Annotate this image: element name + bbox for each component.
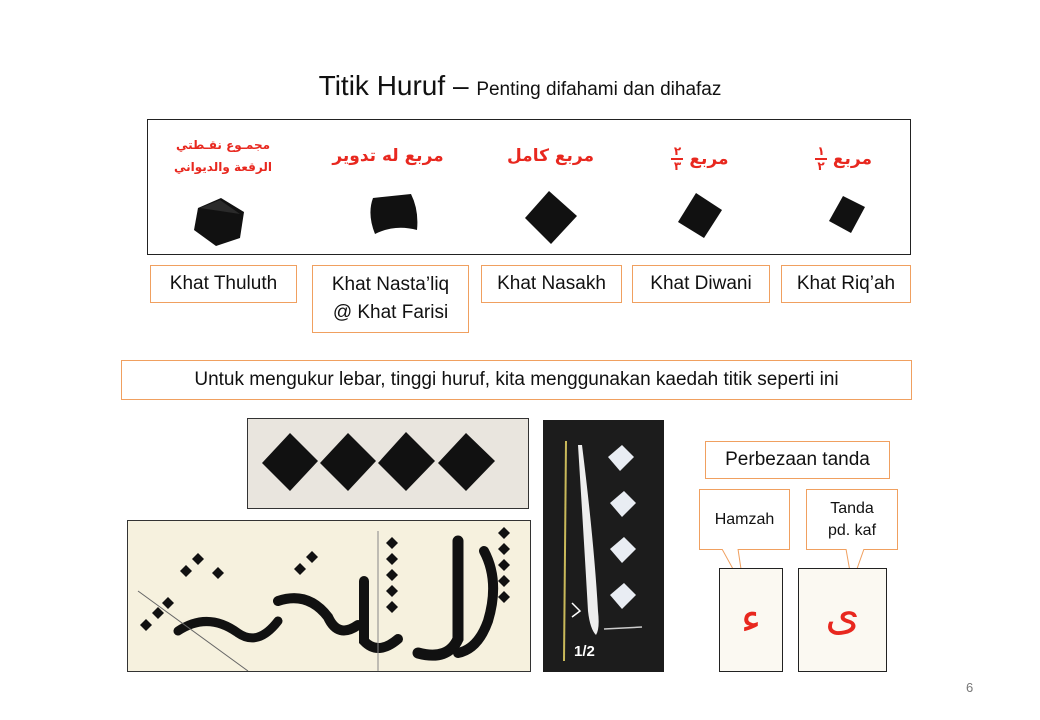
calligraphy-illustration: [128, 521, 531, 672]
dot-diamond: [188, 190, 254, 252]
label-text: Khat Riq’ah: [796, 273, 896, 294]
dot-diamond: [674, 190, 726, 242]
dot-row-image: [247, 418, 529, 509]
arabic-caption: [773, 146, 910, 172]
label-khat-nastaliq: [312, 265, 469, 333]
dot-column-thuluth: [148, 120, 298, 254]
dot-styles-panel: [147, 119, 911, 255]
fraction: [671, 146, 683, 172]
fraction-bottom: ٢: [817, 159, 825, 173]
arabic-word: مربع: [689, 149, 729, 169]
label-text: Khat Nasta’liq: [331, 274, 450, 295]
fraction-bottom: ٣: [673, 159, 682, 173]
fraction-top: ٢: [673, 144, 682, 158]
fraction-top: ١: [817, 144, 825, 158]
dot-column-riqah: [773, 120, 910, 254]
hamzah-example-image: [719, 568, 783, 672]
label-khat-thuluth: [150, 265, 297, 303]
dot-column-diwani: [628, 120, 768, 254]
arabic-caption: مربع كامل: [507, 146, 594, 166]
callout-kaf-line2: pd. kaf: [827, 521, 877, 539]
kaf-mark-glyph: ی: [825, 589, 860, 640]
dot-column-nasakh: [478, 120, 623, 254]
callout-hamzah-text: Hamzah: [714, 510, 775, 528]
title-subtitle: Penting difahami dan dihafaz: [476, 79, 722, 100]
calligraphy-pen-image: [543, 420, 664, 672]
four-diamonds-illustration: [248, 419, 529, 509]
measure-note: [121, 360, 912, 400]
label-text: Khat Thuluth: [169, 273, 278, 294]
callout-kaf-line1: Tanda: [830, 499, 874, 517]
arabic-caption: مجمـوع نقـطتي: [175, 138, 271, 152]
title-main: Titik Huruf: [318, 70, 446, 101]
arabic-caption: [628, 146, 768, 172]
label-text: Khat Nasakh: [497, 273, 606, 294]
label-khat-diwani: [632, 265, 770, 303]
difference-title: [705, 441, 890, 479]
slide-title: [0, 70, 1040, 102]
arabic-word: مربع: [832, 149, 873, 169]
kaf-mark-example-image: [798, 568, 887, 672]
pen-illustration: [544, 421, 664, 672]
callout-hamzah: [699, 489, 790, 550]
difference-title-text: Perbezaan tanda: [725, 449, 870, 470]
label-text-line2: @ Khat Farisi: [332, 302, 449, 323]
label-khat-nasakh: [481, 265, 622, 303]
page-number: 6: [966, 680, 974, 695]
dot-column-nastaliq: [303, 120, 473, 254]
pen-fraction-label: 1/2: [574, 643, 595, 660]
callout-kaf-mark: [806, 489, 898, 550]
measure-note-text: Untuk mengukur lebar, tinggi huruf, kita menggunakan kaedah titik seperti ini: [194, 369, 839, 390]
label-text: Khat Diwani: [650, 273, 752, 294]
arabic-caption: مربع له تدوير: [332, 146, 444, 166]
hamzah-glyph: ء: [740, 593, 762, 644]
arabic-caption: الرقعة والديواني: [174, 160, 272, 174]
dot-diamond: [825, 193, 869, 237]
title-dash: –: [445, 70, 477, 101]
fraction: [815, 146, 827, 172]
label-khat-riqah: [781, 265, 911, 303]
dot-diamond: [521, 188, 581, 248]
calligraphy-example-image: [127, 520, 531, 672]
dot-rounded-diamond: [361, 190, 427, 240]
